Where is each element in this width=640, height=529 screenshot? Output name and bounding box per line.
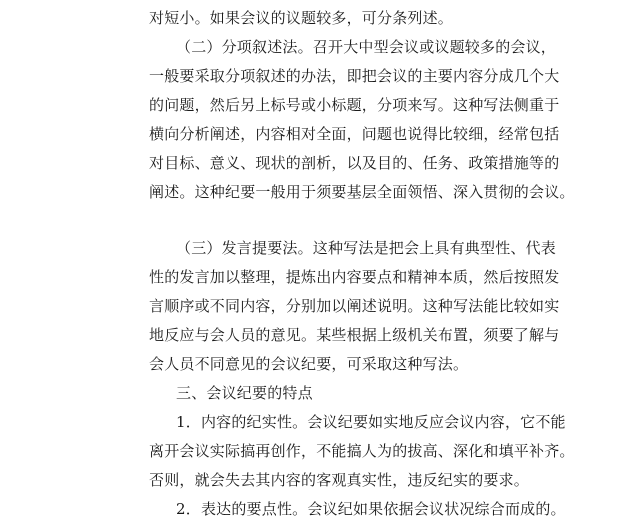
numbered-item-line: 2．表达的要点性。会议纪如果依据会议状况综合而成的。 bbox=[176, 500, 566, 518]
numbered-item-line: 1．内容的纪实性。会议纪要如实地反应会议内容，它不能 bbox=[176, 413, 566, 431]
body-text-line: 对短小。如果会议的议题较多，可分条列述。 bbox=[149, 9, 454, 27]
section-heading-line: （二）分项叙述法。召开大中型会议或议题较多的会议， bbox=[176, 38, 557, 56]
body-text-line: 否则，就会失去其内容的客观真实性，违反纪实的要求。 bbox=[149, 471, 530, 489]
section-heading-line: （三）发言提要法。这种写法是把会上具有典型性、代表 bbox=[176, 239, 557, 257]
body-text-line: 的问题，然后另上标号或小标题，分项来写。这种写法侧重于 bbox=[149, 96, 560, 114]
body-text-line: 离开会议实际搞再创作，不能搞人为的拔高、深化和填平补齐。 bbox=[149, 442, 575, 460]
body-text-line: 性的发言加以整理，提炼出内容要点和精神本质，然后按照发 bbox=[149, 268, 560, 286]
body-text-line: 横向分析阐述，内容相对全面，问题也说得比较细，经常包括 bbox=[149, 125, 560, 143]
body-text-line: 地反应与会人员的意见。某些根据上级机关布置，须要了解与 bbox=[149, 326, 560, 344]
body-text-line: 言顺序或不同内容，分别加以阐述说明。这种写法能比较如实 bbox=[149, 297, 560, 315]
body-text-line: 一般要采取分项叙述的办法，即把会议的主要内容分成几个大 bbox=[149, 67, 560, 85]
chapter-heading-line: 三、会议纪要的特点 bbox=[176, 384, 313, 402]
body-text-line: 会人员不同意见的会议纪要，可采取这种写法。 bbox=[149, 355, 469, 373]
body-text-line: 阐述。这种纪要一般用于须要基层全面领悟、深入贯彻的会议。 bbox=[149, 183, 575, 201]
body-text-line: 对目标、意义、现状的剖析，以及目的、任务、政策措施等的 bbox=[149, 154, 560, 172]
